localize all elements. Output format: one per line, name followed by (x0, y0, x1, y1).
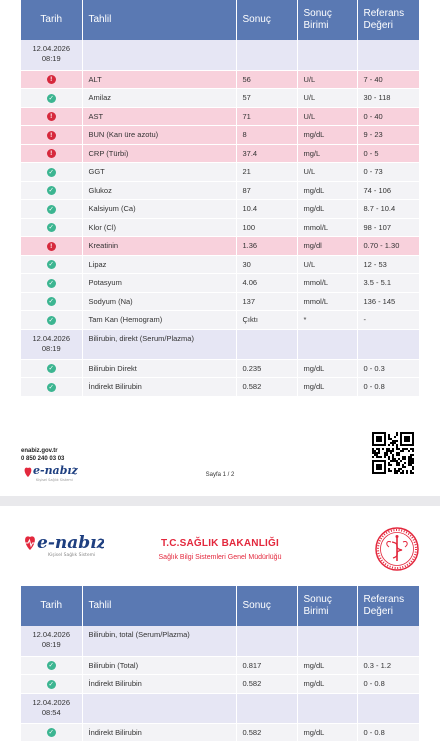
test-reference: 3.5 - 5.1 (357, 274, 419, 293)
group-date (21, 40, 82, 70)
col-header-unit-line1: Sonuç (303, 594, 332, 605)
status-cell (21, 274, 82, 293)
status-cell (21, 126, 82, 145)
test-unit: U/L (297, 89, 357, 108)
status-cell (21, 218, 82, 237)
check-circle-icon: ✓ (48, 680, 54, 688)
date-group-row (21, 329, 419, 359)
exclamation-circle-icon: ! (47, 149, 56, 158)
test-result: 0.235 (236, 359, 297, 378)
table-header-row (21, 0, 419, 40)
group-date-time: 08:19 (41, 640, 61, 649)
group-date-time: 08:19 (41, 54, 61, 63)
exclamation-circle-icon: ! (47, 75, 56, 84)
date-group-row (21, 40, 419, 70)
lab-results-body (21, 40, 419, 396)
test-result: 56 (236, 70, 297, 89)
lab-results-table-page2 (21, 586, 419, 742)
status-cell (21, 378, 82, 397)
col-header-ref-line2: Değeri (363, 20, 393, 31)
col-header-unit-line2: Birimi (303, 20, 329, 31)
ministry-department: Sağlık Bilgi Sistemleri Genel Müdürlüğü (158, 554, 282, 561)
group-empty (236, 626, 297, 656)
status-cell (21, 163, 82, 182)
test-result: 100 (236, 218, 297, 237)
test-reference: 7 - 40 (357, 70, 419, 89)
group-empty (297, 329, 357, 359)
group-empty (236, 693, 297, 723)
group-date (21, 626, 82, 656)
check-circle-icon: ✓ (48, 168, 54, 176)
status-cell (21, 237, 82, 256)
table-row (21, 723, 419, 742)
col-header-date: Tarih (21, 0, 82, 40)
test-reference: 0 - 73 (357, 163, 419, 182)
exclamation-circle-icon: ! (47, 242, 56, 251)
group-title: Bilirubin, total (Serum/Plazma) (82, 626, 236, 656)
test-reference: 0.3 - 1.2 (357, 656, 419, 675)
test-reference: 8.7 - 10.4 (357, 200, 419, 219)
table-row (21, 181, 419, 200)
test-unit: U/L (297, 70, 357, 89)
test-name: CRP (Türbi) (82, 144, 236, 163)
col-header-result: Sonuç (236, 0, 297, 40)
test-result: 137 (236, 292, 297, 311)
test-result: 30 (236, 255, 297, 274)
test-unit: mg/dL (297, 126, 357, 145)
test-reference: 0.70 - 1.30 (357, 237, 419, 256)
check-circle-icon: ✓ (48, 279, 54, 287)
exclamation-circle-icon: ! (47, 112, 56, 121)
check-circle-icon: ✓ (48, 261, 54, 268)
check-circle-icon: ✓ (48, 187, 54, 194)
status-cell (21, 292, 82, 311)
group-title (82, 40, 236, 70)
group-empty (236, 40, 297, 70)
test-reference: 9 - 23 (357, 126, 419, 145)
date-group-row (21, 693, 419, 723)
group-date (21, 329, 82, 359)
group-date-day: 12.04.2026 (32, 333, 71, 343)
group-empty (357, 626, 419, 656)
exclamation-circle-icon: ! (47, 131, 56, 140)
status-cell (21, 70, 82, 89)
table-row (21, 311, 419, 330)
col-header-ref-line1: Referans (363, 8, 405, 19)
test-result: 0.582 (236, 378, 297, 397)
test-unit: * (297, 311, 357, 330)
test-result: 71 (236, 107, 297, 126)
col-header-reference (357, 0, 419, 40)
table-row (21, 378, 419, 397)
col-header-unit (297, 586, 357, 626)
status-cell (21, 107, 82, 126)
table-row (21, 144, 419, 163)
test-reference: 0 - 0.3 (357, 359, 419, 378)
check-circle-icon: ✓ (48, 365, 54, 372)
footer-website: enabiz.gov.tr (21, 448, 58, 454)
test-reference: 136 - 145 (357, 292, 419, 311)
status-cell (21, 359, 82, 378)
ministry-seal-icon (375, 527, 419, 576)
check-circle-icon: ✓ (48, 383, 54, 391)
test-reference: 0 - 40 (357, 107, 419, 126)
test-result: 4.06 (236, 274, 297, 293)
table-row (21, 292, 419, 311)
status-cell (21, 723, 82, 742)
test-unit: mmol/L (297, 218, 357, 237)
test-result: 0.582 (236, 723, 297, 742)
test-reference: 0 - 0.8 (357, 378, 419, 397)
table-header-row (21, 586, 419, 626)
test-name: AST (82, 107, 236, 126)
ministry-name: T.C.SAĞLIK BAKANLIĞI (161, 538, 279, 549)
col-header-unit (297, 0, 357, 40)
status-cell (21, 311, 82, 330)
test-name: Bilirubin (Total) (82, 656, 236, 675)
status-cell (21, 656, 82, 675)
test-unit: mg/dL (297, 200, 357, 219)
lab-results-body (21, 626, 419, 742)
test-reference: 12 - 53 (357, 255, 419, 274)
test-name: Bilirubin Direkt (82, 359, 236, 378)
footer-contact (21, 447, 64, 463)
test-unit: mg/dl (297, 237, 357, 256)
table-row (21, 656, 419, 675)
lab-results-table (21, 0, 419, 397)
test-unit: mmol/L (297, 292, 357, 311)
test-result: 21 (236, 163, 297, 182)
table-row (21, 107, 419, 126)
test-name: Glukoz (82, 181, 236, 200)
test-name: Amilaz (82, 89, 236, 108)
group-date-time: 08:19 (41, 343, 61, 353)
status-cell (21, 255, 82, 274)
check-circle-icon: ✓ (48, 224, 54, 231)
group-title (82, 693, 236, 723)
test-result: 37.4 (236, 144, 297, 163)
page-number: Sayfa 1 / 2 (205, 472, 235, 478)
test-reference: 0 - 5 (357, 144, 419, 163)
table-row (21, 89, 419, 108)
test-result: 0.582 (236, 675, 297, 694)
table-row (21, 274, 419, 293)
group-date-day: 12.04.2026 (32, 44, 71, 53)
test-result: 0.817 (236, 656, 297, 675)
test-unit: mg/dL (297, 656, 357, 675)
table-row (21, 218, 419, 237)
col-header-unit-line1: Sonuç (303, 8, 332, 19)
test-result: 8 (236, 126, 297, 145)
test-name: Sodyum (Na) (82, 292, 236, 311)
col-header-reference (357, 586, 419, 626)
test-unit: mg/dL (297, 675, 357, 694)
status-cell (21, 675, 82, 694)
svg-text:e-nabız: e-nabız (33, 464, 78, 477)
table-row (21, 200, 419, 219)
col-header-ref-line1: Referans (363, 594, 405, 605)
test-reference: - (357, 311, 419, 330)
col-header-test: Tahlil (82, 586, 236, 626)
test-unit: U/L (297, 163, 357, 182)
ministry-header (140, 538, 300, 561)
test-unit: U/L (297, 107, 357, 126)
test-name: ALT (82, 70, 236, 89)
test-reference: 98 - 107 (357, 218, 419, 237)
test-unit: mg/L (297, 144, 357, 163)
test-reference: 0 - 0.8 (357, 723, 419, 742)
test-reference: 74 - 106 (357, 181, 419, 200)
group-date-time: 08:54 (41, 707, 61, 717)
test-unit: mg/dL (297, 359, 357, 378)
test-name: BUN (Kan üre azotu) (82, 126, 236, 145)
table-row (21, 126, 419, 145)
test-name: Lipaz (82, 255, 236, 274)
group-empty (297, 40, 357, 70)
check-circle-icon: ✓ (48, 662, 54, 669)
enabiz-logo (22, 530, 104, 565)
status-cell (21, 181, 82, 200)
test-name: Tam Kan (Hemogram) (82, 311, 236, 330)
test-reference: 30 - 118 (357, 89, 419, 108)
check-circle-icon: ✓ (48, 205, 54, 213)
check-circle-icon: ✓ (48, 316, 54, 324)
table-row (21, 359, 419, 378)
table-row (21, 163, 419, 182)
col-header-unit-line2: Birimi (303, 606, 329, 617)
test-result: Çıktı (236, 311, 297, 330)
col-header-date: Tarih (21, 586, 82, 626)
col-header-ref-line2: Değeri (363, 606, 393, 617)
test-name: İndirekt Bilirubin (82, 378, 236, 397)
table-row (21, 675, 419, 694)
group-date-day: 12.04.2026 (32, 630, 71, 639)
test-unit: mg/dL (297, 723, 357, 742)
group-empty (236, 329, 297, 359)
test-result: 1.36 (236, 237, 297, 256)
table-row (21, 237, 419, 256)
test-name: GGT (82, 163, 236, 182)
group-empty (357, 693, 419, 723)
test-unit: U/L (297, 255, 357, 274)
group-empty (297, 626, 357, 656)
test-unit: mmol/L (297, 274, 357, 293)
test-result: 87 (236, 181, 297, 200)
group-date (21, 693, 82, 723)
test-name: Klor (Cl) (82, 218, 236, 237)
group-empty (357, 329, 419, 359)
test-unit: mg/dL (297, 181, 357, 200)
test-reference: 0 - 0.8 (357, 675, 419, 694)
qr-code (372, 432, 414, 479)
col-header-test: Tahlil (82, 0, 236, 40)
col-header-result: Sonuç (236, 586, 297, 626)
group-empty (297, 693, 357, 723)
test-result: 57 (236, 89, 297, 108)
svg-text:Kişisel Sağlık Sistemi: Kişisel Sağlık Sistemi (36, 478, 73, 482)
group-date-day: 12.04.2026 (32, 697, 71, 707)
status-cell (21, 200, 82, 219)
status-cell (21, 144, 82, 163)
group-title: Bilirubin, direkt (Serum/Plazma) (82, 329, 236, 359)
status-cell (21, 89, 82, 108)
test-name: İndirekt Bilirubin (82, 723, 236, 742)
test-name: İndirekt Bilirubin (82, 675, 236, 694)
test-result: 10.4 (236, 200, 297, 219)
check-circle-icon: ✓ (48, 298, 54, 305)
svg-text:e-nabız: e-nabız (37, 533, 104, 553)
test-name: Kalsiyum (Ca) (82, 200, 236, 219)
check-circle-icon: ✓ (48, 729, 54, 736)
footer-phone: 0 850 240 03 03 (21, 456, 65, 462)
table-row (21, 255, 419, 274)
test-name: Potasyum (82, 274, 236, 293)
test-name: Kreatinin (82, 237, 236, 256)
date-group-row (21, 626, 419, 656)
table-row (21, 70, 419, 89)
svg-text:Kişisel Sağlık Sistemi: Kişisel Sağlık Sistemi (48, 553, 96, 558)
group-empty (357, 40, 419, 70)
check-circle-icon: ✓ (48, 94, 54, 102)
test-unit: mg/dL (297, 378, 357, 397)
